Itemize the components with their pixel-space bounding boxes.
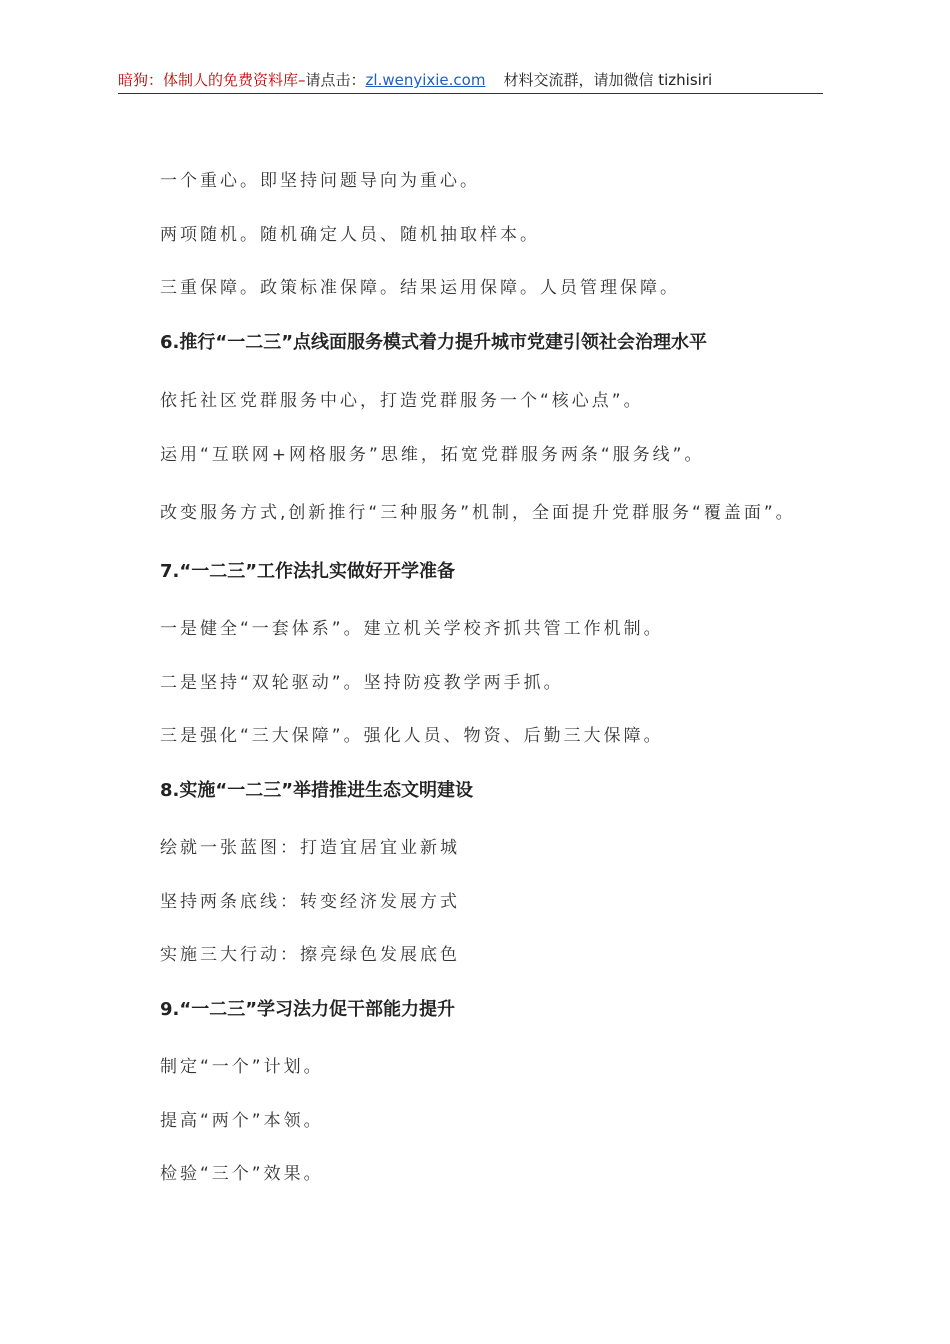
list-item: 二是坚持“双轮驱动”。坚持防疫教学两手抓。 <box>160 673 564 693</box>
header-brand: 暗狗：体制人的免费资料库 <box>118 71 299 89</box>
list-item: 三是强化“三大保障”。强化人员、物资、后勤三大保障。 <box>160 726 664 746</box>
section-heading: 8.实施“一二三”举措推进生态文明建设 <box>160 780 474 801</box>
header-link[interactable]: zl.wenyixie.com <box>365 71 486 89</box>
section-heading: 7.“一二三”工作法扎实做好开学准备 <box>160 561 456 582</box>
section-heading: 6.推行“一二三”点线面服务模式着力提升城市党建引领社会治理水平 <box>160 332 708 353</box>
list-item: 实施三大行动：擦亮绿色发展底色 <box>160 945 460 965</box>
list-item: 运用“互联网+网格服务”思维，拓宽党群服务两条“服务线”。 <box>160 445 705 465</box>
list-item: 改变服务方式,创新推行“三种服务”机制，全面提升党群服务“覆盖面”。 <box>160 503 796 523</box>
paragraph: 一个重心。即坚持问题导向为重心。 <box>160 171 480 191</box>
list-item: 坚持两条底线：转变经济发展方式 <box>160 892 460 912</box>
header-separator: – <box>298 71 306 89</box>
list-item: 提高“两个”本领。 <box>160 1111 324 1131</box>
header-group-text: 材料交流群，请加微信 tizhisiri <box>503 71 713 89</box>
section-heading: 9.“一二三”学习法力促干部能力提升 <box>160 999 456 1020</box>
list-item: 检验“三个”效果。 <box>160 1164 324 1184</box>
list-item: 依托社区党群服务中心，打造党群服务一个“核心点”。 <box>160 391 644 411</box>
header-click-prompt: 请点击： <box>305 71 366 89</box>
paragraph: 两项随机。随机确定人员、随机抽取样本。 <box>160 225 540 245</box>
list-item: 制定“一个”计划。 <box>160 1057 324 1077</box>
paragraph: 三重保障。政策标准保障。结果运用保障。人员管理保障。 <box>160 278 680 298</box>
list-item: 一是健全“一套体系”。建立机关学校齐抓共管工作机制。 <box>160 619 664 639</box>
list-item: 绘就一张蓝图：打造宜居宜业新城 <box>160 838 460 858</box>
